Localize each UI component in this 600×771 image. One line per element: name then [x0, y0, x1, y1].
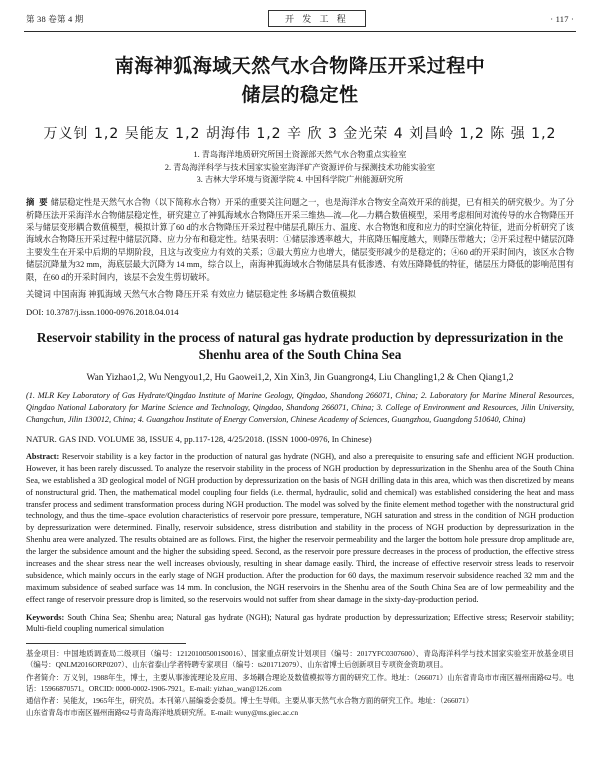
affiliations-chinese [42, 149, 558, 187]
footnotes [26, 648, 574, 718]
abstract-label-english: Abstract: [26, 451, 60, 461]
abstract-chinese [26, 196, 574, 284]
keywords-text-english: South China Sea; Shenhu area; Natural gas hydrate (NGH); Natural gas hydrate production by depressurization; Effective stress; Reservoir stability; Multi-field coupling numerical simulation [26, 612, 574, 634]
affiliation-item: 3. 吉林大学环境与资源学院 4. 中国科学院广州能源研究所 [196, 175, 404, 185]
footnote-divider [26, 643, 186, 644]
keywords-chinese [26, 289, 574, 301]
doi-line: DOI: 10.3787/j.issn.1000-0976.2018.04.014 [26, 306, 179, 317]
author-list-chinese: 万义钊 1,2 吴能友 1,2 胡海伟 1,2 辛 欣 3 金光荣 4 刘昌岭 1,2 陈 强 1,2 [43, 126, 557, 142]
affiliation-item: 2. 青岛海洋科学与技术国家实验室海洋矿产资源评价与探测技术功能实验室 [164, 162, 436, 172]
running-head [0, 0, 600, 29]
issue-info: 第 38 卷第 4 期 [26, 13, 84, 24]
header-divider [24, 31, 576, 32]
affiliations-english: (1. MLR Key Laboratory of Gas Hydrate/Qingdao Institute of Marine Geology, Qingdao, Shandong 266071, China; 2. Laboratory for Marine Mineral Resources, Qingdao National Laboratory for Marine Science and Technology, Qingdao, Shandong 266071, China; 3. College of Environment and Resources, Jilin University, Changchun, Jilin 130012, China; 4. Guangzhou Institute of Energy Conversion, Chinese Academy of Sciences, Guangzhou, Guangdong 510640, China) [26, 391, 574, 425]
page-number: · 117 · [550, 13, 574, 24]
keywords-text-chinese: 中国南海 神狐海域 天然气水合物 降压开采 有效应力 储层稳定性 多场耦合数值模拟 [52, 290, 356, 300]
author-list-english: Wan Yizhao1,2, Wu Nengyou1,2, Hu Gaowei1,2, Xin Xin3, Jin Guangrong4, Liu Changling1,2 & Chen Qiang1,2 [86, 373, 514, 384]
page-title [40, 52, 560, 109]
footnote-corresponding-author-contact: 山东省青岛市市南区福州南路62号青岛海洋地质研究所。E-mail: wuny@ms.giec.ac.cn [26, 707, 299, 717]
keywords-label-chinese: 关键词 [26, 290, 51, 300]
title-line-2: 储层的稳定性 [241, 83, 359, 106]
abstract-label-chinese: 摘 要 [26, 197, 49, 208]
title-line-1: 南海神狐海域天然气水合物降压开采过程中 [114, 55, 486, 77]
abstract-text-chinese: 储层稳定性是天然气水合物（以下简称水合物）开采的重要关注问题之一，也是海洋水合物安全高效开采的前提，已有相关的研究极少。为了分析降压法开采海洋水合物储层稳定性，研究建立了神狐海域水合物降压开采三维热—流—化—力耦合数值模型，采用考虑相间对流传导的水合物降压开采与储层变形耦合数值模型，模拟计算了60 d的水合物降压开采过程中储层孔隙压力、温度、水合物饱和度和应力的时空演化特征，进而分析研究了该海域水合物降压开采过程中储层沉降、应力分布和稳定性。结果表明：①储层渗透率越大，井底降压幅度越大，则降压带越大；②开采过程中储层沉降主要发生在开采中后期的早期阶段，且这与改变应力有效的关系；③最大剪应力也增大，储层变形减少的是稳定的；④60 d的开采时间内，该区水合物储层沉降量为32 mm，海底层最大沉降为 14 mm，综合以上，南海神狐海域水合物储层具有低渗透、有效压降降低的特征，储层压力降低的影响范围有限，在60 d的开采时间内，该层不会发生剪切破坏。 [26, 198, 574, 282]
keywords-english [26, 612, 574, 636]
footnote-corresponding-author: 通信作者：吴能友，1965年生，研究员。本刊第八届编委会委员。博士生导师。主要从事天然气水合物方面的研究工作。地址：（266071） [26, 695, 474, 705]
abstract-english [26, 451, 574, 606]
abstract-text-english: Reservoir stability is a key factor in the production of natural gas hydrate (NGH), and also a prerequisite to ensuring safe and efficient NGH production. However, it has been rarely discussed. To analyze the reservoir stability in the process of NGH production by depressurization in the Shenhu area of the South China Sea, we established a 3D geological model of NGH production by depressurization on the basis of NGH drilling data in this area, which was then discretized by means of nonstructural grid. Then, the mathematical model coupling four fields (i.e. thermal, hydraulic, solid and chemical) was established considering the heat and mass transfer process and sediment transformation process during NGH production. The model was solved by the finite element method together with the nonstructural grid technology, and thus the time–space evolution characteristics of reservoir pore pressure, temperature, NGH saturation and stress in the condition of NGH production by depressurization were determined. Finally, reservoir subsidence, stress distribution and stability in the process of NGH production by depressurization in the Shenhu area were analyzed. The results obtained are as follows. First, the higher the reservoir permeability and the larger the bottom hole pressure drop amplitude are, the larger the subsidence amount and the higher the subsiding speed. Second, as the reservoir pore pressure decreases in the process of production, the effective stress increases and the shear stress near the well increases obviously, resulting in shear damage easily. Third, the increase of effective reservoir stress leads to reservoir subsidence, which mainly occurs in the early stage of NGH production. After the production for 60 days, the maximum reservoir subsidence reached 32 mm and the maximum subsidence of seabed surface was 14 mm. In conclusion, the NGH reservoirs in the Shenhu area of the South China Sea are of low permeability and the effect range of reservoir pressure drop is limited, so the reservoirs would not suffer from shear damage in the sixty-day-production period. [26, 451, 574, 604]
footnote-funding: 基金项目：中国地质调查局二级项目（编号：121201005001S0016）、国家重点研发计划项目（编号：2017YFC0307600）、青岛海洋科学与技术国家实验室开放基金项目（编号：QNLM2016ORP0207）、山东省泰山学者特聘专家项目（编号：ts201712079）、山东省博士后创新项目专项资金资助项目。 [26, 649, 574, 670]
keywords-label-english: Keywords: [26, 612, 65, 622]
footnote-author-bio: 作者简介：万义钊，1988年生，博士，主要从事渗流理论及应用、多场耦合理论及数值模拟等方面的研究工作。地址：（266071）山东省青岛市市南区福州南路62号。电话：15966870571。ORCID: 0000-0002-1906-7921。E-mail: yizhao_wan@126.com [26, 672, 574, 693]
affiliation-item: 1. 青岛海洋地质研究所国土资源部天然气水合物重点实验室 [193, 150, 407, 159]
journal-section-label: 开 发 工 程 [268, 10, 366, 27]
page-title-english: Reservoir stability in the process of natural gas hydrate production by depressurization in the Shenhu area of the South China Sea [36, 329, 564, 363]
citation-line: NATUR. GAS IND. VOLUME 38, ISSUE 4, pp.117-128, 4/25/2018. (ISSN 1000-0976, In Chinese) [26, 433, 372, 444]
